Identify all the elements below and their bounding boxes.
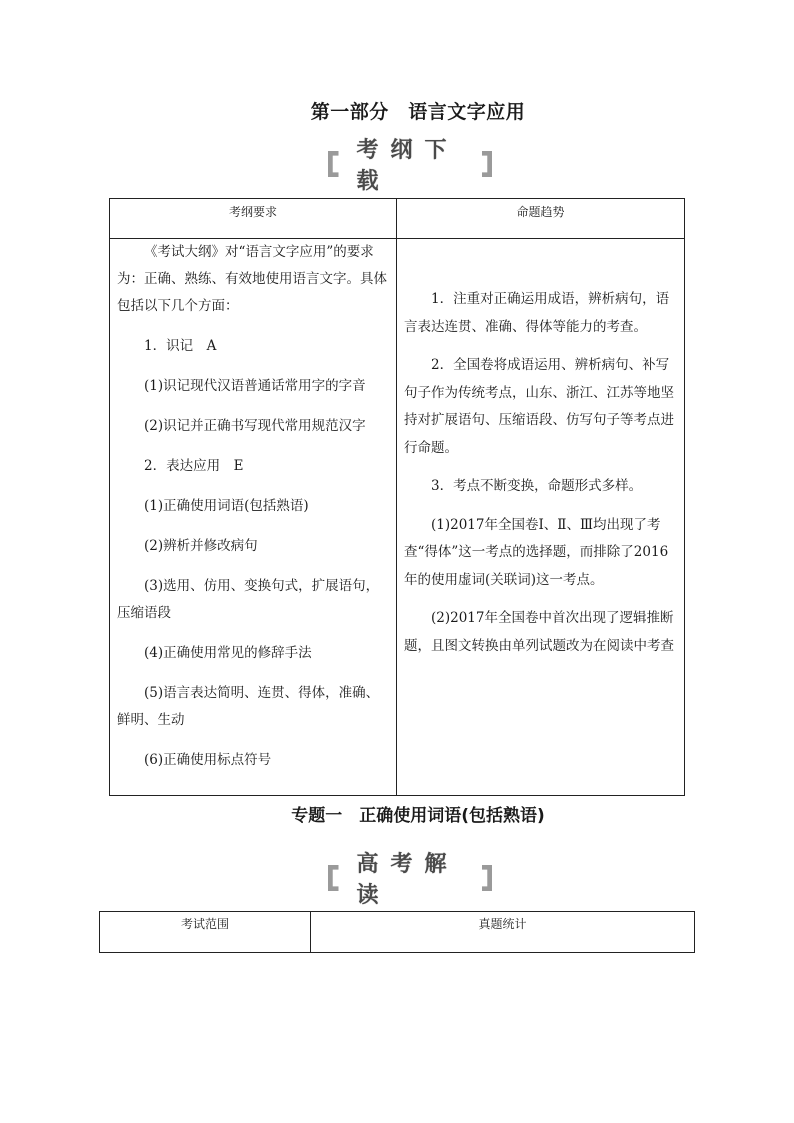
trend-item: 2．全国卷将成语运用、辨析病句、补写句子作为传统考点，山东、浙江、江苏等地坚持对扩展语句、压缩语段、仿写句子等考点进行命题。 bbox=[404, 357, 674, 456]
requirement-item: 《考试大纲》对“语言文字应用”的要求为：正确、熟练、有效地使用语言文字。具体包括以下几个方面： bbox=[117, 244, 387, 314]
requirement-item: (3)选用、仿用、变换句式，扩展语句，压缩语段 bbox=[117, 578, 380, 621]
trend-item: (2)2017年全国卷中首次出现了逻辑推断题，且图文转换由单列试题改为在阅读中考查 bbox=[404, 610, 674, 654]
banner-exam-text: 高考解读 bbox=[356, 852, 459, 908]
requirement-item: (5)语言表达简明、连贯、得体，准确、鲜明、生动 bbox=[117, 685, 380, 728]
outline-table bbox=[109, 198, 685, 796]
part-title: 第一部分 语言文字应用 bbox=[310, 101, 526, 123]
trend-item: 1．注重对正确运用成语，辨析病句，语言表达连贯、准确、得体等能力的考查。 bbox=[404, 291, 670, 335]
requirement-item: (4)正确使用常见的修辞手法 bbox=[144, 645, 312, 661]
trends-cell bbox=[397, 239, 685, 796]
outline-table-body-row bbox=[110, 239, 685, 796]
requirement-item: 2．表达应用 E bbox=[144, 458, 244, 474]
requirement-item: (1)识记现代汉语普通话常用字的字音 bbox=[144, 378, 366, 394]
trend-item: (1)2017年全国卷Ⅰ、Ⅱ、Ⅲ均出现了考查“得体”这一考点的选择题，而排除了2016年的使用虚词(关联词)这一考点。 bbox=[404, 516, 669, 588]
banner-exam-interpretation bbox=[328, 852, 492, 908]
left-bracket-icon bbox=[328, 151, 339, 177]
header-real-exam-stats: 真题统计 bbox=[311, 912, 695, 953]
header-trends: 命题趋势 bbox=[397, 199, 685, 239]
trend-item: 3．考点不断变换，命题形式多样。 bbox=[431, 478, 643, 494]
header-requirements: 考纲要求 bbox=[110, 199, 397, 239]
exam-table bbox=[99, 911, 695, 953]
right-bracket-icon bbox=[482, 865, 493, 891]
banner-outline-text: 考纲下载 bbox=[356, 138, 459, 194]
requirements-cell bbox=[110, 239, 397, 796]
header-exam-scope: 考试范围 bbox=[100, 912, 311, 953]
outline-table-header-row bbox=[110, 199, 685, 239]
banner-outline-download bbox=[328, 138, 492, 194]
topic-title: 专题一 正确使用词语(包括熟语) bbox=[291, 806, 545, 826]
exam-table-header-row bbox=[100, 912, 695, 953]
requirement-item: (1)正确使用词语(包括熟语) bbox=[144, 498, 309, 514]
left-bracket-icon bbox=[328, 865, 339, 891]
right-bracket-icon bbox=[482, 151, 493, 177]
requirement-item: 1．识记 A bbox=[144, 338, 217, 354]
requirement-item: (2)识记并正确书写现代常用规范汉字 bbox=[144, 418, 366, 434]
requirement-item: (2)辨析并修改病句 bbox=[144, 538, 258, 554]
requirement-item: (6)正确使用标点符号 bbox=[144, 752, 272, 768]
